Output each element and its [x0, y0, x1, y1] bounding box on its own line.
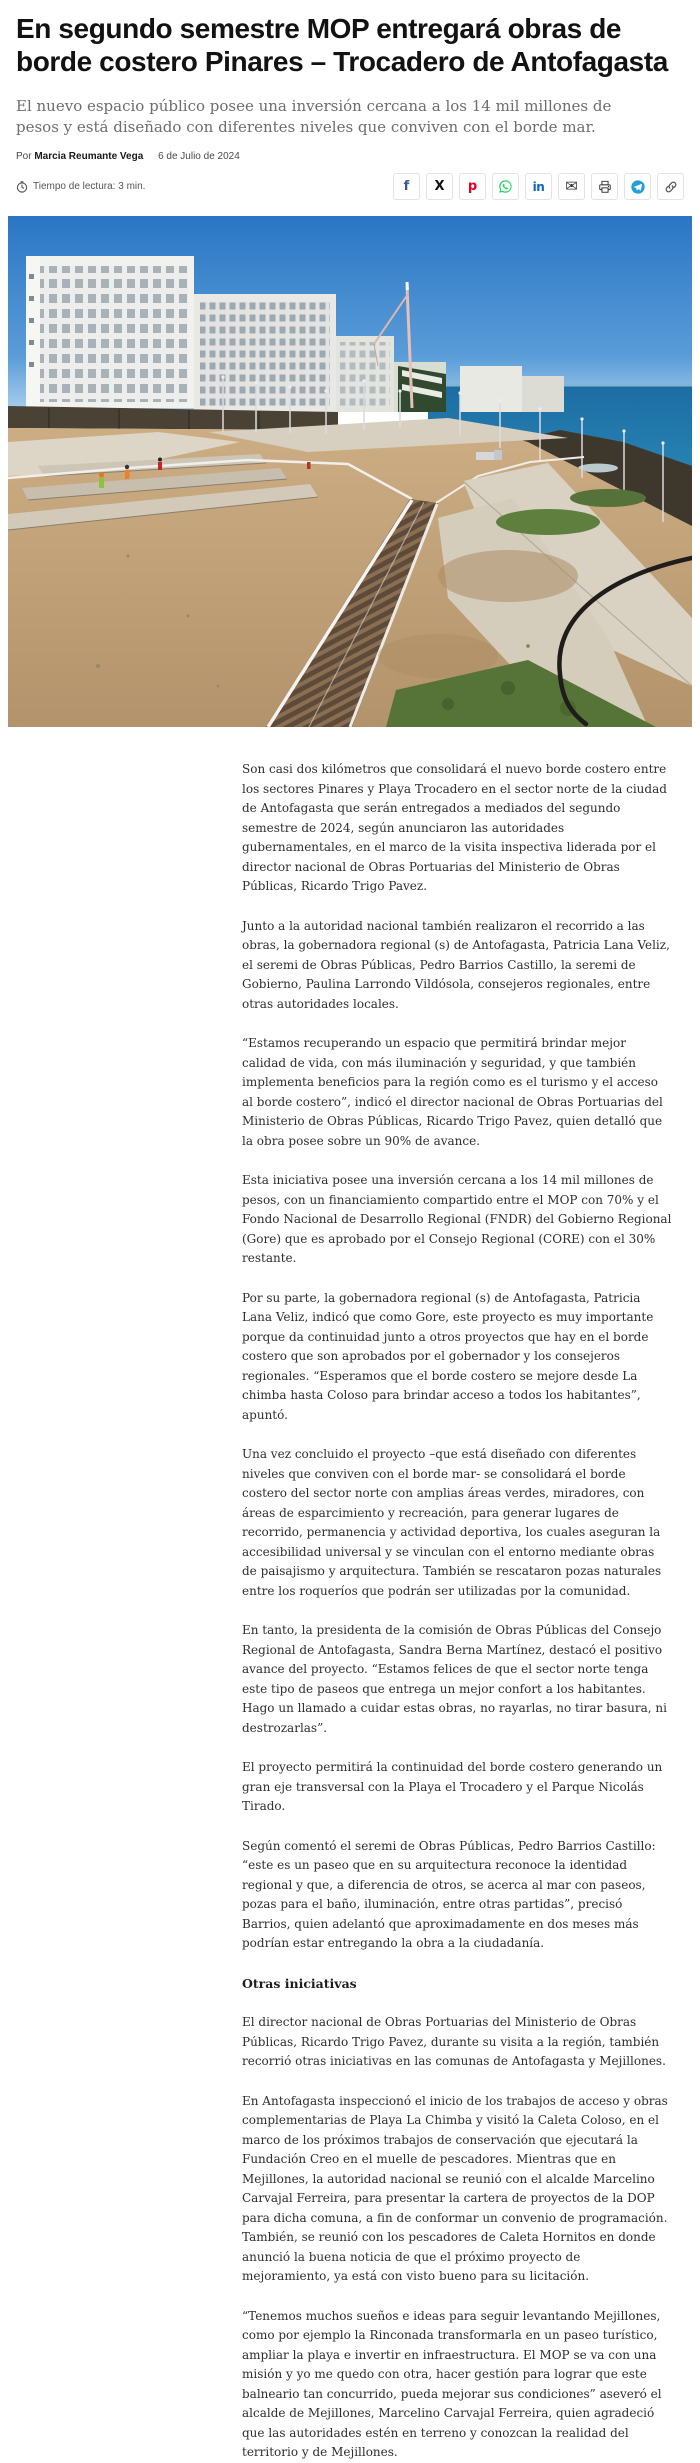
article-paragraph: Son casi dos kilómetros que consolidará el nuevo borde costero entre los sectores Pinares y Playa Trocadero en el sector norte de la ciudad de Antofagasta que serán entregados a mediados del segundo semestre de 2024, según anunciaron las autoridades gubernamentales, en el marco de la visita inspectiva liderada por el director nacional de Obras Portuarias del Ministerio de Obras Públicas, Ricardo Trigo Pavez.: [242, 762, 667, 894]
share-telegram-button[interactable]: [624, 173, 651, 200]
reading-time: [16, 181, 145, 193]
x-twitter-icon: X: [434, 179, 445, 195]
hero-image: [8, 216, 692, 727]
byline: [16, 151, 684, 162]
article-paragraph: Junto a la autoridad nacional también realizaron el recorrido a las obras, la gobernadora regional (s) de Antofagasta, Patricia Lana Veliz, el seremi de Obras Públicas, Pedro Barrios Castillo, la seremi de Gobierno, Paulina Larrondo Vildósola, consejeros regionales, entre otras autoridades locales.: [242, 918, 670, 1011]
meta-row: [16, 173, 684, 200]
share-x-button[interactable]: [426, 173, 453, 200]
linkedin-icon: in: [532, 179, 545, 194]
share-pinterest-button[interactable]: [459, 173, 486, 200]
article-paragraph: El director nacional de Obras Portuarias del Ministerio de Obras Públicas, Ricardo Trigo Pavez, durante su visita a la región, también recorrió otras iniciativas en las comunas de Antofagasta y Mejillones.: [242, 2015, 666, 2069]
article-paragraph: Según comentó el seremi de Obras Públicas, Pedro Barrios Castillo: “este es un paseo que en su arquitectura reconoce la identidad regional y que, a diferencia de otros, se acerca al mar con paseos, pozas para el baño, iluminación, entre otras partidas”, precisó Barrios, quien adelantó que aproximadamente en dos meses más podrían estar entregando la obra a la ciudadanía.: [242, 1838, 656, 1951]
pinterest-icon: p: [467, 179, 478, 195]
author-name[interactable]: Marcia Reumante Vega: [34, 151, 144, 163]
page-title: En segundo semestre MOP entregará obras de borde costero Pinares – Trocadero de Antofagasta: [16, 13, 668, 78]
clock-icon: [16, 181, 28, 193]
article-paragraph: En tanto, la presidenta de la comisión de Obras Públicas del Consejo Regional de Antofagasta, Sandra Berna Martínez, destacó el positivo avance del proyecto. “Estamos felices de que el sector norte tenga este tipo de paseos que entrega un mejor confort a los habitantes. Hago un llamado a cuidar estas obras, no rayarlas, no tirar basura, ni destrozarlas”.: [242, 1623, 667, 1735]
share-email-button[interactable]: [558, 173, 585, 200]
whatsapp-icon: [498, 179, 513, 194]
share-linkedin-button[interactable]: [525, 173, 552, 200]
article-subheading: Otras iniciativas: [242, 1975, 357, 1991]
share-whatsapp-button[interactable]: [492, 173, 519, 200]
telegram-icon: [630, 179, 646, 195]
article-subtitle: El nuevo espacio público posee una inversión cercana a los 14 mil millones de pesos y está diseñado con diferentes niveles que conviven con el borde mar.: [16, 97, 612, 137]
share-facebook-button[interactable]: [393, 173, 420, 200]
article-paragraph: En Antofagasta inspeccionó el inicio de los trabajos de acceso y obras complementarias de Playa La Chimba y visitó la Caleta Coloso, en el marco de los próximos trabajos de conservación que ejecutará la Fundación Creo en el muelle de pescadores. Mientras que en Mejillones, la autoridad nacional se reunió con el alcalde Marcelino Carvajal Ferreira, para presentar la cartera de proyectos de la DOP para dicha comuna, a fin de conformar un convenio de programación. También, se reunió con los pescadores de Caleta Hornitos en donde anunció la buena noticia de que el próximo proyecto de mejoramiento, ya está con visto bueno para su licitación.: [242, 2093, 668, 2284]
share-copy-link-button[interactable]: [657, 173, 684, 200]
article-header: [0, 0, 700, 200]
article-paragraph: “Tenemos muchos sueños e ideas para seguir levantando Mejillones, como por ejemplo la Rinconada transformarla en un paseo turístico, ampliar la playa e invertir en infraestructura. El MOP se va con una misión y yo me quedo con otra, hacer gestión para lograr que este balneario tan concurrido, pueda mejorar sus condiciones” aseveró el alcalde de Mejillones, Marcelino Carvajal Ferreira, quien agradeció que las autoridades estén en terreno y conozcan la realidad del territorio y de Mejillones.: [242, 2308, 662, 2460]
reading-time-label: Tiempo de lectura: 3 min.: [33, 181, 146, 193]
link-icon: [664, 180, 678, 194]
article-paragraph: Una vez concluido el proyecto –que está diseñado con diferentes niveles que conviven con el borde mar- se consolidará el borde costero del sector norte con amplias áreas verdes, miradores, con áreas de esparcimiento y recreación, para generar lugares de recorrido, permanencia y actividad deportiva, los cuales aseguran la accesibilidad universal y se vinculan con el entorno mediante obras de paisajismo y arquitectura. También se rescataron pozas naturales entre los roqueríos que podrán ser utilizadas por la comunidad.: [242, 1447, 662, 1598]
facebook-icon: f: [403, 179, 410, 195]
print-icon: [598, 180, 612, 194]
publish-date: 6 de Julio de 2024: [158, 151, 240, 163]
coastal-construction-photo: [8, 216, 692, 727]
share-buttons: [393, 173, 684, 200]
article-paragraph: Esta iniciativa posee una inversión cercana a los 14 mil millones de pesos, con un financiamiento compartido entre el MOP con 70% y el Fondo Nacional de Desarrollo Regional (FNDR) del Gobierno Regional (Gore) que es aprobado por el Consejo Regional (CORE) con el 30% restante.: [242, 1173, 672, 1266]
article-paragraph: El proyecto permitirá la continuidad del borde costero generando un gran eje transversal con la Playa el Trocadero y el Parque Nicolás Tirado.: [242, 1760, 663, 1814]
article-body: [242, 760, 672, 2463]
byline-prefix: Por: [16, 151, 32, 163]
share-print-button[interactable]: [591, 173, 618, 200]
email-icon: ✉: [565, 177, 578, 196]
article-paragraph: “Estamos recuperando un espacio que permitirá brindar mejor calidad de vida, con más iluminación y seguridad, y que también implementa beneficios para la región como es el turismo y el acceso al borde costero”, indicó el director nacional de Obras Portuarias del Ministerio de Obras Públicas, Ricardo Trigo Pavez, quien detalló que la obra posee sobre un 90% de avance.: [242, 1036, 663, 1148]
article-paragraph: Por su parte, la gobernadora regional (s) de Antofagasta, Patricia Lana Veliz, indicó que como Gore, este proyecto es muy importante porque da continuidad junto a otros proyectos que hay en el borde costero que son aprobados por el gobernador y los consejeros regionales. “Esperamos que el borde costero se mejore desde La chimba hasta Coloso para brindar acceso a todos los habitantes”, apuntó.: [242, 1290, 654, 1422]
